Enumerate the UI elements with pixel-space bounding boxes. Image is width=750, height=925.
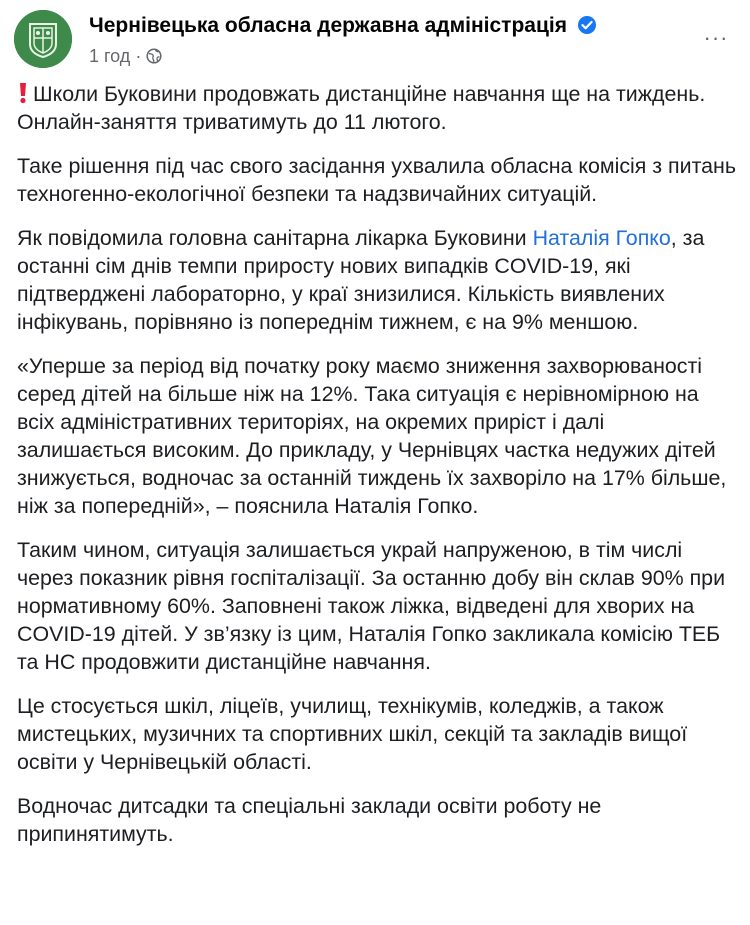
paragraph-2: Таке рішення під час свого засідання ухвалила обласна комісія з питань техногенно-екологічної безпеки та надзвичайних ситуацій. xyxy=(17,154,736,206)
paragraph-3-text-end: , за останні сім днів темпи приросту нових випадків COVID-19, які підтверджені лабораторно, у краї знизилися. Кількість виявлених інфікувань, порівняно із попереднім тижнем, є на 9% меншою. xyxy=(17,226,705,334)
author-name[interactable] xyxy=(89,14,597,41)
paragraph-4: «Уперше за період від початку року маємо зниження захворюваності серед дітей на більше ніж на 12%. Така ситуація є нерівномірною на всіх адміністративних територіях, на окремих приріст і далі залишається високим. До прикладу, у Чернівцях частка недужих дітей знижується, водночас за останній тиждень їх захворіло на 17% більше, ніж за попередній», – пояснила Наталія Гопко. xyxy=(17,354,727,518)
avatar[interactable] xyxy=(14,10,72,68)
verified-badge-icon xyxy=(577,15,597,41)
separator-dot: · xyxy=(135,46,142,66)
mention-link[interactable]: Наталія Гопко xyxy=(532,226,671,250)
globe-icon xyxy=(146,48,162,69)
post-time[interactable]: 1 год xyxy=(89,46,131,66)
paragraph-3 xyxy=(17,224,739,336)
paragraph-1-text: Школи Буковини продовжать дистанційне навчання ще на тиждень. Онлайн-заняття триватимуть до 11 лютого. xyxy=(17,82,706,134)
exclamation-icon xyxy=(17,80,29,108)
paragraph-5: Таким чином, ситуація залишається украй напруженою, в тім числі через показник рівня госпіталізації. За останню добу він склав 90% при нормативному 60%. Заповнені також ліжка, відведені для хворих на COVID-19 дітей. У зв’язку із цим, Наталія Гопко закликала комісію ТЕБ та НС продовжити дистанційне навчання. xyxy=(17,538,726,674)
paragraph-1 xyxy=(17,80,739,136)
coat-of-arms-icon xyxy=(14,10,72,68)
more-options-icon[interactable]: ··· xyxy=(703,25,729,50)
post-body xyxy=(17,80,739,864)
post-meta xyxy=(89,46,162,69)
author-name-text[interactable]: Чернівецька обласна державна адміністрація xyxy=(89,14,567,37)
post-header xyxy=(14,10,736,70)
paragraph-7: Водночас дитсадки та спеціальні заклади освіти роботу не припинятимуть. xyxy=(17,794,602,846)
paragraph-3-text-start: Як повідомила головна санітарна лікарка Буковини xyxy=(17,226,533,250)
paragraph-6: Це стосується шкіл, ліцеїв, училищ, технікумів, коледжів, а також мистецьких, музичних та спортивних шкіл, секцій та закладів вищої освіти у Чернівецькій області. xyxy=(17,694,688,774)
